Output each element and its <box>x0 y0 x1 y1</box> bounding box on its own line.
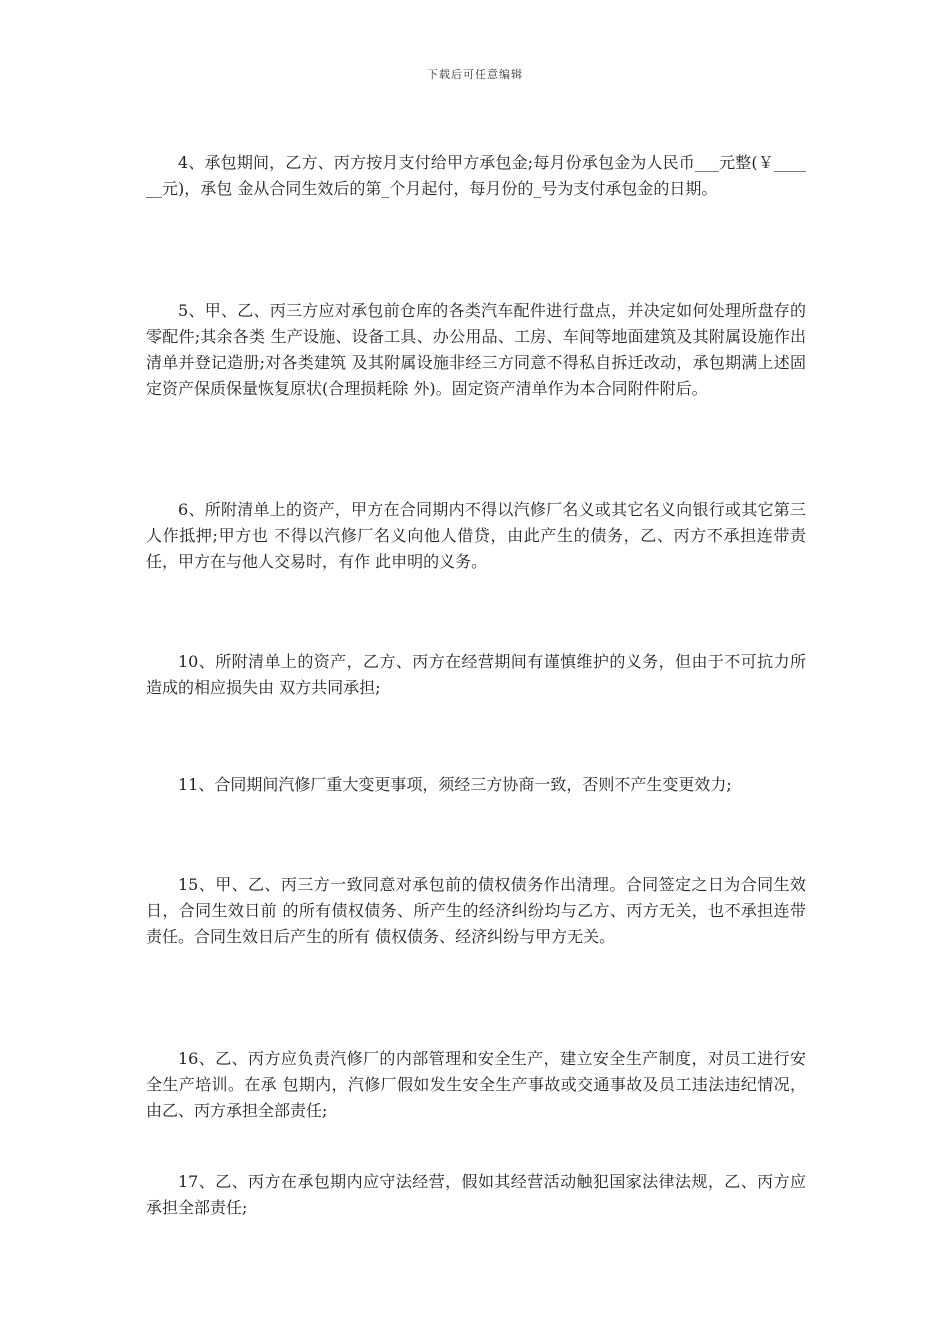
clause-10: 10、所附清单上的资产，乙方、丙方在经营期间有谨慎维护的义务，但由于不可抗力所造成的相应损失由 双方共同承担; <box>146 652 806 697</box>
clause-15: 15、甲、乙、丙三方一致同意对承包前的债权债务作出清理。合同签定之日为合同生效日，合同生效日前 的所有债权债务、所产生的经济纠纷均与乙方、丙方无关，也不承担连带责任。合同生效日后产生的所有 债权债务、经济纠纷与甲方无关。 <box>146 875 806 946</box>
clause-16: 16、乙、丙方应负责汽修厂的内部管理和安全生产，建立安全生产制度，对员工进行安全生产培训。在承 包期内，汽修厂假如发生安全生产事故或交通事故及员工违法违纪情况，由乙、丙方承担全部责任; <box>146 1049 806 1120</box>
page-header: 下载后可任意编辑 <box>427 68 523 81</box>
clause-5: 5、甲、乙、丙三方应对承包前仓库的各类汽车配件进行盘点，并决定如何处理所盘存的零配件;其余各类 生产设施、设备工具、办公用品、工房、车间等地面建筑及其附属设施作出清单并登记造册;对各类建筑 及其附属设施非经三方同意不得私自拆迁改动，承包期满上述固定资产保质保量恢复原状(合理损耗除 外)。固定资产清单作为本合同附件附后。 <box>146 301 806 398</box>
clause-17: 17、乙、丙方在承包期内应守法经营，假如其经营活动触犯国家法律法规，乙、丙方应承担全部责任; <box>146 1172 806 1217</box>
clause-11: 11、合同期间汽修厂重大变更事项，须经三方协商一致，否则不产生变更效力; <box>178 775 732 794</box>
clause-6: 6、所附清单上的资产，甲方在合同期内不得以汽修厂名义或其它名义向银行或其它第三人作抵押;甲方也 不得以汽修厂名义向他人借贷，由此产生的债务，乙、丙方不承担连带责任，甲方在与他人交易时，有作 此申明的义务。 <box>146 500 806 571</box>
clause-4: 4、承包期间，乙方、丙方按月支付给甲方承包金;每月份承包金为人民币___元整(￥______元)，承包 金从合同生效后的第_个月起付，每月份的_号为支付承包金的日期。 <box>146 153 806 198</box>
